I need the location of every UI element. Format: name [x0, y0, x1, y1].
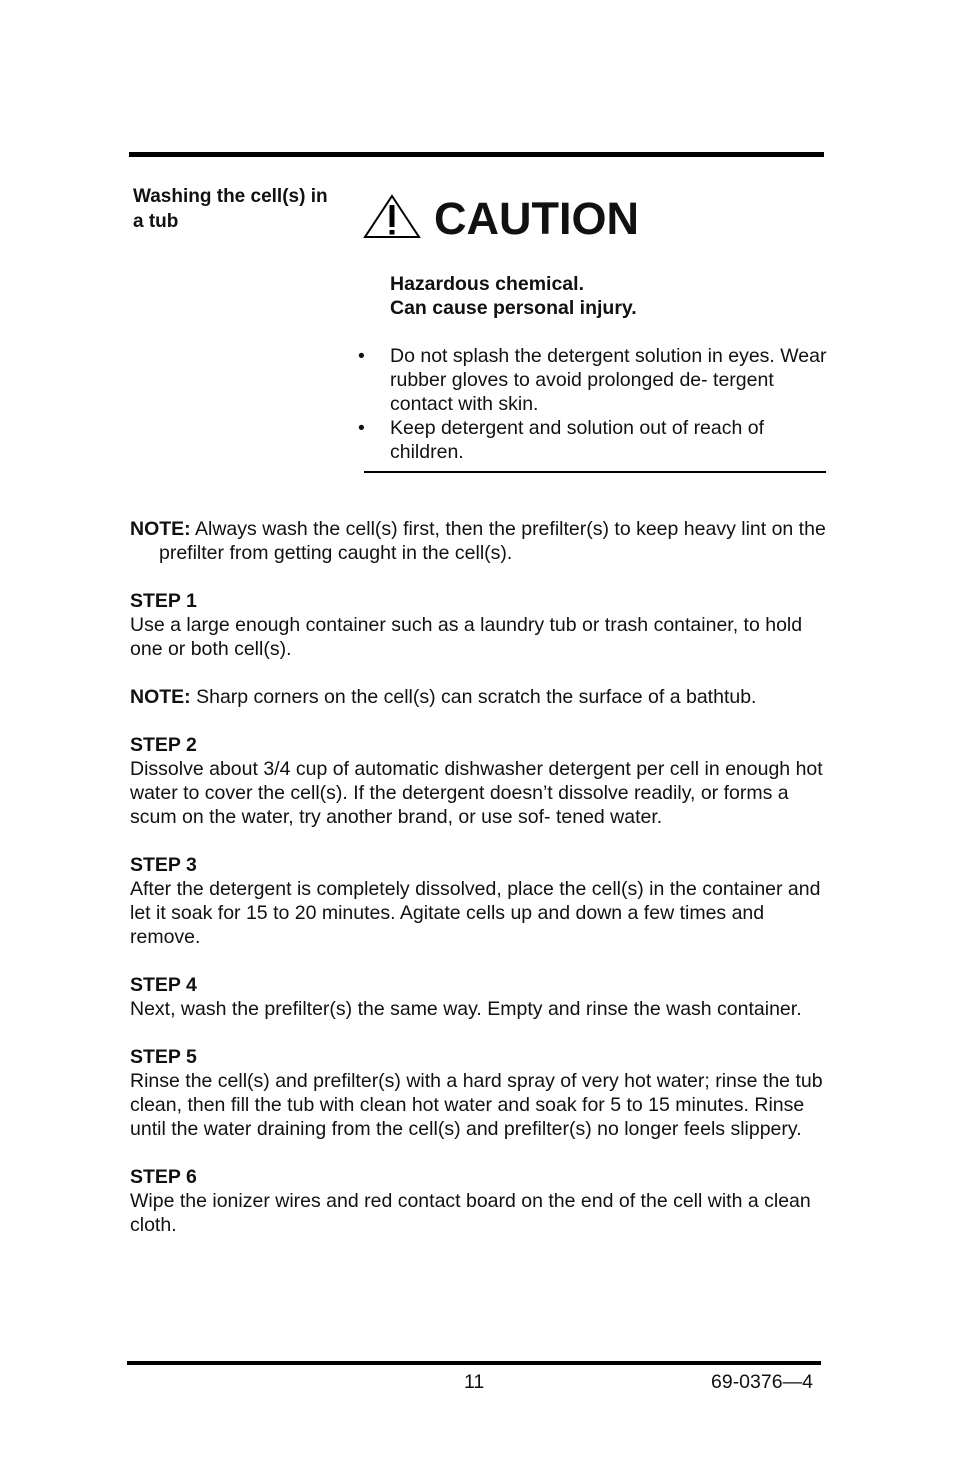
- step-3: [130, 853, 830, 949]
- step-label: STEP 5: [130, 1046, 197, 1068]
- step-label: STEP 6: [130, 1166, 197, 1188]
- step-6: [130, 1165, 830, 1237]
- step-text: After the detergent is completely dissolved, place the cell(s) in the container and let it soak for 15 to 20 minutes. Agitate cells up and down a few times and remove.: [130, 878, 821, 948]
- caution-bottom-rule: [364, 471, 826, 473]
- note-label: NOTE:: [130, 518, 191, 540]
- caution-bullet-list: [358, 344, 828, 464]
- note-text: Sharp corners on the cell(s) can scratch the surface of a bathtub.: [190, 686, 757, 708]
- step-2: [130, 733, 830, 829]
- note-text: Always wash the cell(s) first, then the prefilter(s) to keep heavy lint on the prefilter from getting caught in the cell(s).: [159, 518, 826, 564]
- instructions-body: [130, 517, 830, 1261]
- step-label: STEP 3: [130, 854, 197, 876]
- step-text: Wipe the ionizer wires and red contact board on the end of the cell with a clean cloth.: [130, 1190, 811, 1236]
- section-heading: Washing the cell(s) in a tub: [133, 186, 328, 232]
- step-1: [130, 589, 830, 661]
- step-label: STEP 2: [130, 734, 197, 756]
- note-paragraph: [130, 685, 830, 709]
- caution-header: [362, 194, 832, 246]
- step-text: Next, wash the prefilter(s) the same way. Empty and rinse the wash container.: [130, 998, 802, 1020]
- step-text: Use a large enough container such as a laundry tub or trash container, to hold one or both cell(s).: [130, 614, 803, 660]
- caution-bullet-text: Keep detergent and solution out of reach of children.: [390, 417, 765, 463]
- document-number: 69-0376—4: [711, 1371, 813, 1393]
- step-label: STEP 1: [130, 590, 197, 612]
- caution-title: CAUTION: [434, 193, 639, 244]
- step-text: Rinse the cell(s) and prefilter(s) with a hard spray of very hot water; rinse the tub clean, then fill the tub with clean hot water and soak for 5 to 15 minutes. Rinse until the water draining from the cell(s) and prefilter(s) no longer feels slippery.: [130, 1070, 823, 1140]
- note-label: NOTE:: [130, 686, 191, 708]
- caution-bullet-text: Do not splash the detergent solution in eyes. Wear rubber gloves to avoid prolonged de- tergent contact with skin.: [390, 345, 827, 415]
- bullet-glyph: •: [358, 417, 365, 439]
- step-label: STEP 4: [130, 974, 197, 996]
- step-5: [130, 1045, 830, 1141]
- hazard-line-2: Can cause personal injury.: [390, 297, 637, 319]
- note-paragraph: [130, 517, 830, 565]
- step-text: Dissolve about 3/4 cup of automatic dishwasher detergent per cell in enough hot water to cover the cell(s). If the detergent doesn’t dissolve readily, or forms a scum on the water, try another brand, or use sof- tened water.: [130, 758, 823, 828]
- bottom-rule: [127, 1361, 821, 1365]
- caution-bullet: [358, 416, 828, 464]
- warning-triangle-icon: [362, 194, 422, 240]
- hazard-statement: [390, 272, 830, 320]
- bullet-glyph: •: [358, 345, 365, 367]
- caution-bullet: [358, 344, 828, 416]
- hazard-line-1: Hazardous chemical.: [390, 273, 584, 295]
- top-rule: [129, 152, 824, 157]
- page-number: 11: [464, 1371, 485, 1393]
- step-4: [130, 973, 830, 1021]
